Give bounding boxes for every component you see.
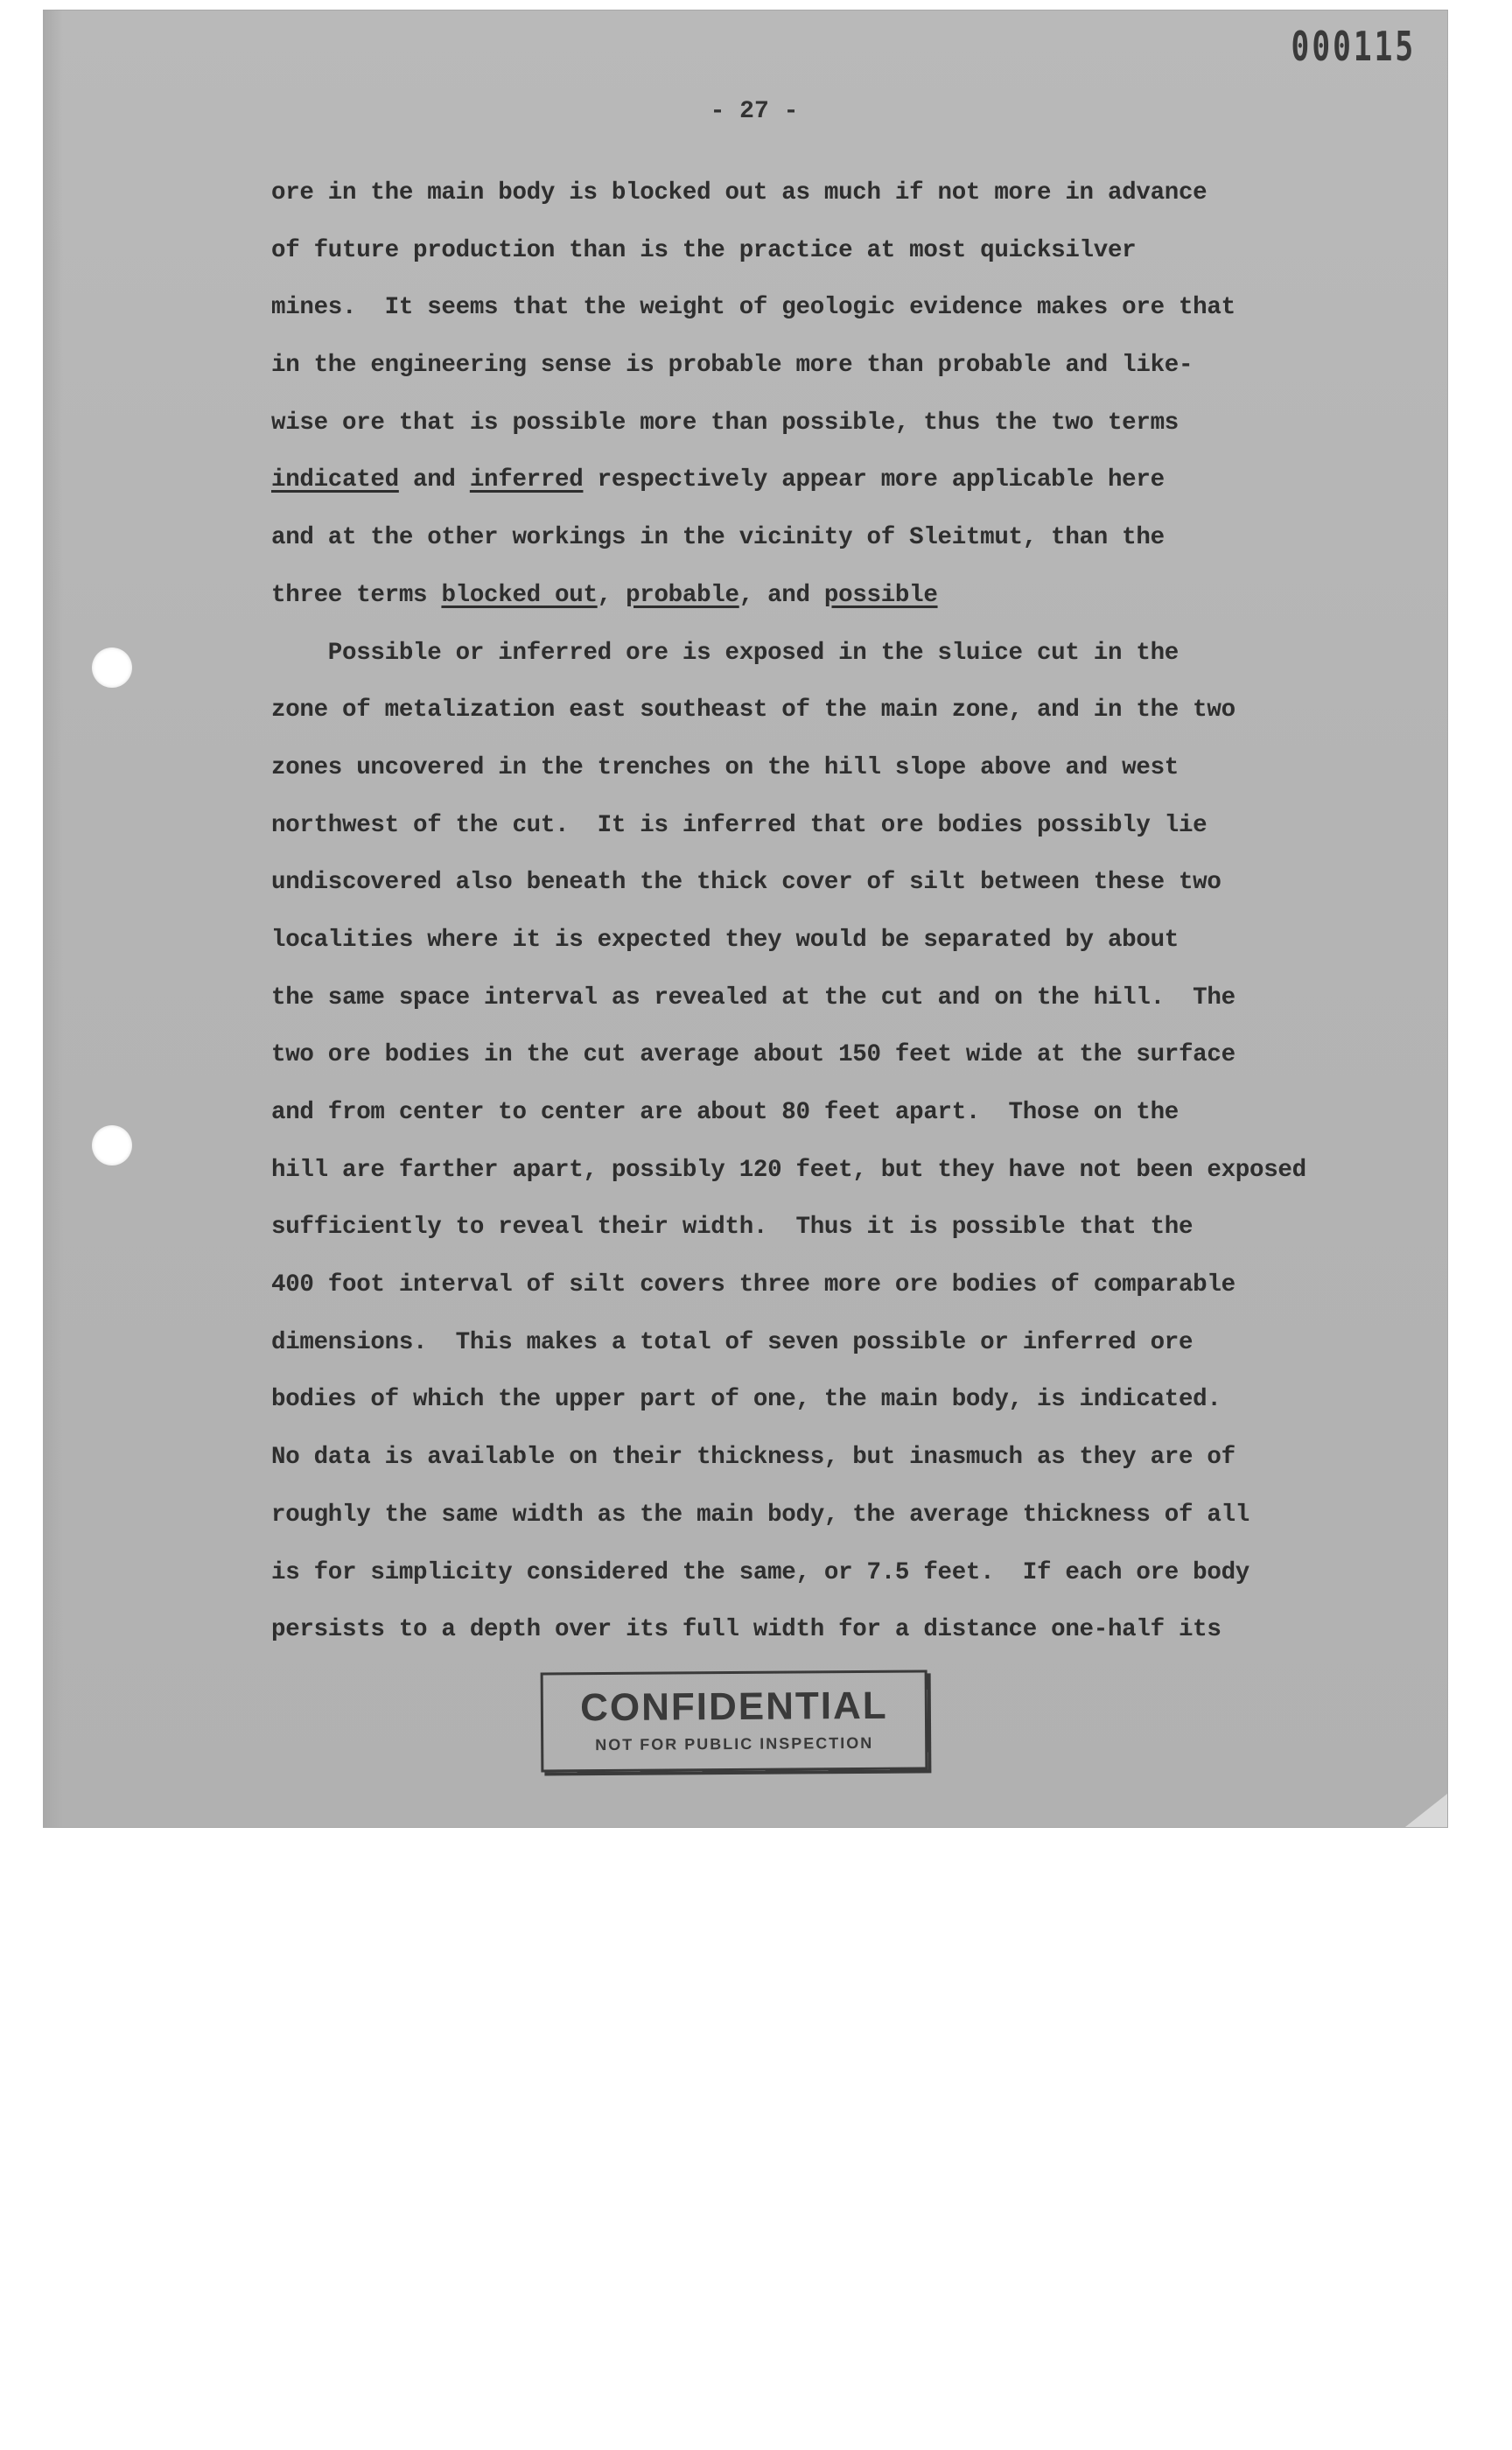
underlined-term: indicated	[271, 466, 399, 494]
text-segment: in the engineering sense is probable more than probable and like-	[271, 352, 1194, 380]
text-segment: roughly the same width as the main body, the average thickness of all	[271, 1501, 1250, 1529]
text-line	[271, 1256, 1409, 1314]
text-segment: dimensions. This makes a total of seven possible or inferred ore	[271, 1328, 1194, 1356]
page-corner-fold	[1405, 1794, 1447, 1827]
text-line	[271, 222, 1409, 280]
underlined-term: inferred	[469, 466, 584, 494]
text-line	[271, 1371, 1409, 1429]
text-line	[271, 1026, 1409, 1084]
text-segment: is for simplicity considered the same, or 7.5 feet. If each ore body	[271, 1558, 1250, 1586]
punch-hole-bottom	[92, 1125, 132, 1166]
text-segment: , and	[738, 581, 824, 609]
text-line	[271, 912, 1409, 970]
text-segment: and	[398, 466, 470, 494]
text-line	[271, 1084, 1409, 1142]
text-line	[271, 682, 1409, 739]
text-segment: localities where it is expected they would be separated by about	[271, 926, 1179, 954]
text-segment: sufficiently to reveal their width. Thus it is possible that the	[271, 1214, 1194, 1242]
text-line	[271, 337, 1409, 395]
text-line	[271, 1429, 1409, 1487]
text-line	[271, 625, 1409, 682]
text-line	[271, 797, 1409, 855]
underlined-term: blocked out	[441, 581, 598, 609]
text-segment: northwest of the cut. It is inferred that ore bodies possibly lie	[271, 811, 1208, 839]
text-segment: zone of metalization east southeast of the main zone, and in the two	[271, 696, 1236, 724]
text-segment: hill are farther apart, possibly 120 feet, but they have not been exposed	[271, 1156, 1306, 1184]
text-line	[271, 452, 1409, 509]
text-line	[271, 395, 1409, 452]
text-segment: ,	[597, 581, 626, 609]
stamp-subtitle: NOT FOR PUBLIC INSPECTION	[595, 1733, 874, 1754]
text-line	[271, 1142, 1409, 1200]
page-number: - 27 -	[710, 98, 799, 125]
text-line	[271, 854, 1409, 912]
document-page	[44, 10, 1447, 1827]
text-segment: respectively appear more applicable here	[583, 466, 1165, 494]
text-segment: 400 foot interval of silt covers three more ore bodies of comparable	[271, 1271, 1236, 1299]
text-segment: No data is available on their thickness, but inasmuch as they are of	[271, 1444, 1236, 1472]
text-segment: three terms	[271, 581, 442, 609]
underlined-term: probable	[626, 581, 739, 609]
text-segment: ore in the main body is blocked out as much if not more in advance	[271, 179, 1208, 206]
confidential-stamp	[541, 1670, 928, 1772]
text-segment: zones uncovered in the trenches on the hill slope above and west	[271, 753, 1179, 781]
text-segment: mines. It seems that the weight of geologic evidence makes ore that	[271, 294, 1236, 322]
body-text	[271, 164, 1409, 1659]
text-line	[271, 1601, 1409, 1659]
text-line	[271, 567, 1409, 625]
underlined-term: possible	[823, 581, 938, 609]
page-edge-shadow	[44, 10, 63, 1827]
text-segment: two ore bodies in the cut average about 150 feet wide at the surface	[271, 1041, 1236, 1069]
text-segment: wise ore that is possible more than possible, thus the two terms	[271, 409, 1179, 437]
text-line	[271, 1544, 1409, 1602]
text-segment: persists to a depth over its full width for a distance one-half its	[271, 1616, 1222, 1644]
text-segment: Possible or inferred ore is exposed in the sluice cut in the	[271, 639, 1179, 667]
text-line	[271, 509, 1409, 567]
text-line	[271, 164, 1409, 222]
text-line	[271, 1199, 1409, 1256]
punch-hole-top	[92, 648, 132, 688]
text-segment: and at the other workings in the vicinity of Sleitmut, than the	[271, 524, 1165, 552]
document-number: 000115	[1291, 23, 1416, 70]
text-segment: the same space interval as revealed at the cut and on the hill. The	[271, 984, 1236, 1012]
text-segment: bodies of which the upper part of one, the main body, is indicated.	[271, 1386, 1222, 1414]
text-segment: of future production than is the practice at most quicksilver	[271, 236, 1137, 264]
text-line	[271, 1487, 1409, 1544]
text-line	[271, 739, 1409, 797]
text-segment: and from center to center are about 80 feet apart. Those on the	[271, 1099, 1179, 1126]
text-line	[271, 279, 1409, 337]
text-line	[271, 1314, 1409, 1372]
text-segment: undiscovered also beneath the thick cover of silt between these two	[271, 869, 1222, 897]
text-line	[271, 970, 1409, 1027]
stamp-title: CONFIDENTIAL	[579, 1684, 888, 1730]
